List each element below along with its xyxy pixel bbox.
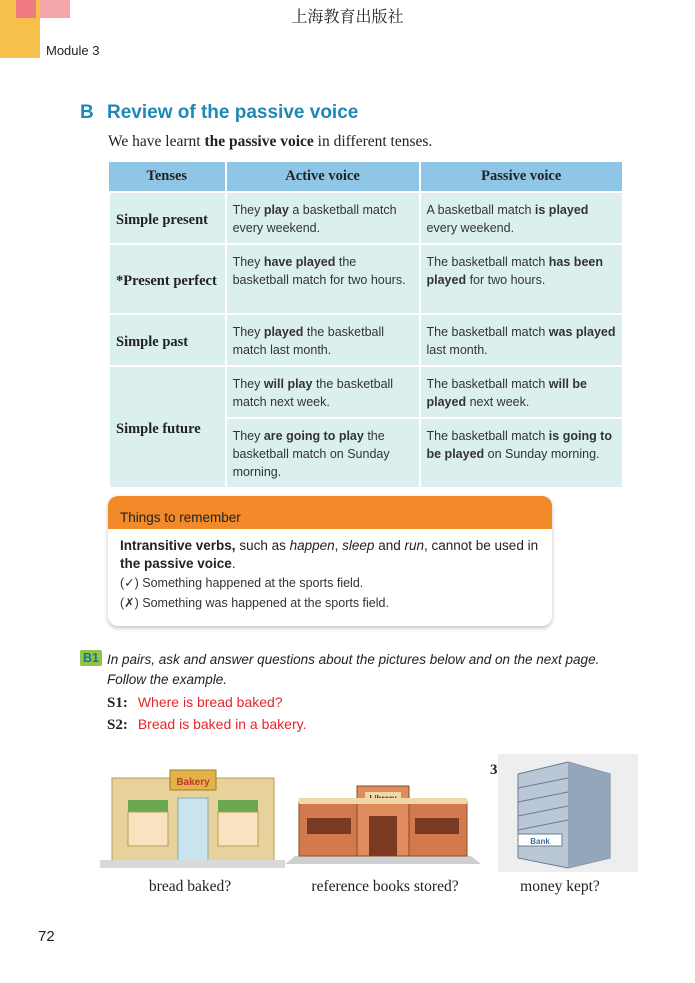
- rule-text: .: [231, 556, 236, 571]
- table-row: [109, 314, 623, 366]
- table-row: [109, 192, 623, 244]
- rule-text: , cannot be used in: [424, 538, 539, 553]
- active-cell: They played the basketball match last month.: [226, 314, 420, 366]
- header-active: Active voice: [226, 162, 420, 192]
- exercise-instruction: In pairs, ask and answer questions about the pictures below and on the next page. Follow the example.: [107, 652, 600, 687]
- section-letter: B: [80, 102, 94, 123]
- bakery-sign: Bakery: [176, 777, 210, 788]
- intro-bold: the passive voice: [204, 133, 314, 150]
- bank-illustration: [498, 754, 638, 872]
- picture-caption: bread baked?: [148, 878, 232, 895]
- passive-cell: The basketball match has been played for two hours.: [420, 244, 624, 314]
- bank-sign: Bank: [530, 837, 550, 846]
- remember-body: [108, 529, 552, 621]
- rule-example: sleep: [342, 538, 375, 553]
- intro-text-2: in different tenses.: [313, 133, 433, 150]
- rule-bold: Intransitive verbs,: [120, 538, 236, 553]
- dialogue-line-s1: [107, 694, 283, 712]
- active-cell: They play a basketball match every weekend.: [226, 192, 420, 244]
- rule-text: ,: [334, 538, 343, 553]
- things-to-remember-box: [108, 496, 552, 626]
- dialogue-text: Where is bread baked?: [137, 694, 283, 710]
- passive-cell: A basketball match is played every weekend.: [420, 192, 624, 244]
- rule-example: run: [404, 538, 424, 553]
- active-cell: They have played the basketball match for two hours.: [226, 244, 420, 314]
- table-header-row: [109, 162, 623, 192]
- module-label: Module 3: [46, 43, 100, 58]
- dialogue-line-s2: [107, 716, 306, 734]
- page-number: 72: [38, 928, 55, 945]
- active-cell: They will play the basketball match next week.: [226, 366, 420, 418]
- speaker-label: S1:: [107, 695, 128, 711]
- passive-cell: The basketball match will be played next week.: [420, 366, 624, 418]
- exercise-tag: B1: [80, 650, 102, 666]
- publisher-name: 上海教育出版社: [291, 9, 404, 26]
- tense-simple-future: Simple future: [109, 366, 226, 488]
- wrong-example: (✗) Something was happened at the sports field.: [120, 596, 389, 610]
- intro-text-1: We have learnt: [108, 133, 205, 150]
- correct-example: (✓) Something happened at the sports field.: [120, 576, 364, 590]
- picture-caption: money kept?: [520, 878, 600, 895]
- remember-title: Things to remember: [108, 496, 552, 529]
- passive-cell: The basketball match is going to be played on Sunday morning.: [420, 418, 624, 488]
- section-intro: [108, 133, 432, 151]
- bakery-illustration: [100, 760, 286, 872]
- passive-voice-table: [108, 162, 624, 489]
- table-row: [109, 366, 623, 418]
- dialogue-text: Bread is baked in a bakery.: [137, 716, 307, 732]
- speaker-label: S2:: [107, 717, 128, 733]
- section-title: Review of the passive voice: [107, 102, 359, 123]
- remember-rule: [120, 537, 540, 573]
- rule-bold: the passive voice: [120, 556, 232, 571]
- tense-simple-present: Simple present: [109, 192, 226, 244]
- rule-text: such as: [235, 538, 290, 553]
- table-row: [109, 244, 623, 314]
- tense-present-perfect: *Present perfect: [109, 244, 226, 314]
- rule-example: happen: [289, 538, 335, 553]
- passive-cell: The basketball match was played last month.: [420, 314, 624, 366]
- active-cell: They are going to play the basketball match on Sunday morning.: [226, 418, 420, 488]
- tense-simple-past: Simple past: [109, 314, 226, 366]
- library-illustration: [285, 760, 481, 872]
- header-passive: Passive voice: [420, 162, 624, 192]
- header-tenses: Tenses: [109, 162, 226, 192]
- picture-caption: reference books stored?: [311, 878, 459, 895]
- rule-text: and: [374, 538, 405, 553]
- picture-number: 3: [490, 762, 498, 778]
